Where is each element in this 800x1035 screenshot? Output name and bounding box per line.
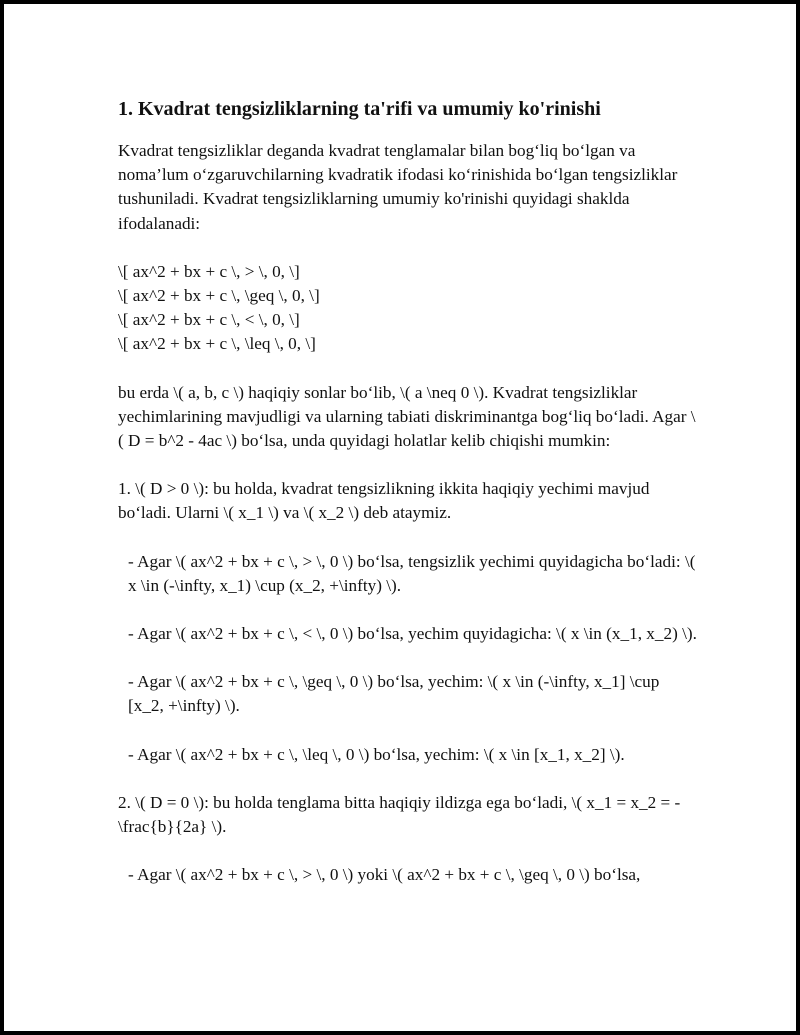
formula-line: \[ ax^2 + bx + c \, < \, 0, \] bbox=[118, 310, 300, 330]
case-one-item: - Agar \( ax^2 + bx + c \, \geq \, 0 \) bo‘lsa, yechim: \( x \in (-\infty, x_1] \cup [x_2, +\infty) \). bbox=[128, 672, 660, 716]
formula-list bbox=[118, 260, 698, 357]
intro-paragraph: Kvadrat tengsizliklar deganda kvadrat tenglamalar bilan bog‘liq bo‘lgan va noma’lum o‘zgaruvchilarning kvadratik ifodasi ko‘rinishida bo‘lgan tengsizliklar tushuniladi. Kvadrat tengsizliklarning umumiy ko'rinishi quyidagi shaklda ifodalanadi: bbox=[118, 141, 678, 233]
formula-line: \[ ax^2 + bx + c \, > \, 0, \] bbox=[118, 261, 300, 281]
case-one-item: - Agar \( ax^2 + bx + c \, > \, 0 \) bo‘lsa, tengsizlik yechimi quyidagicha bo‘ladi: \( x \in (-\infty, x_1) \cup (x_2, +\infty) \). bbox=[128, 551, 696, 595]
case-one-paragraph: 1. \( D > 0 \): bu holda, kvadrat tengsizlikning ikkita haqiqiy yechimi mavjud bo‘ladi. Ularni \( x_1 \) va \( x_2 \) deb ataymiz. bbox=[118, 479, 650, 523]
case-one-item: - Agar \( ax^2 + bx + c \, < \, 0 \) bo‘lsa, yechim quyidagicha: \( x \in (x_1, x_2) \). bbox=[128, 624, 697, 644]
case-one-item: - Agar \( ax^2 + bx + c \, \leq \, 0 \) bo‘lsa, yechim: \( x \in [x_1, x_2] \). bbox=[128, 744, 625, 764]
document-content bbox=[118, 96, 698, 911]
case-two-item: - Agar \( ax^2 + bx + c \, > \, 0 \) yoki \( ax^2 + bx + c \, \geq \, 0 \) bo‘lsa, bbox=[128, 865, 641, 885]
case-two-paragraph: 2. \( D = 0 \): bu holda tenglama bitta haqiqiy ildizga ega bo‘ladi, \( x_1 = x_2 = -\frac{b}{2a} \). bbox=[118, 792, 681, 837]
discriminant-paragraph: bu erda \( a, b, c \) haqiqiy sonlar bo‘lib, \( a \neq 0 \). Kvadrat tengsizliklar yechimlarining mavjudligi va ularning tabiati diskriminantga bog‘liq bo‘ladi. Agar \( D = b^2 - 4ac \) bo‘lsa, unda quyidagi holatlar kelib chiqishi mumkin: bbox=[118, 382, 696, 451]
formula-line: \[ ax^2 + bx + c \, \geq \, 0, \] bbox=[118, 286, 320, 306]
section-heading: 1. Kvadrat tengsizliklarning ta'rifi va umumiy ko'rinishi bbox=[118, 98, 601, 120]
formula-line: \[ ax^2 + bx + c \, \leq \, 0, \] bbox=[118, 334, 316, 354]
